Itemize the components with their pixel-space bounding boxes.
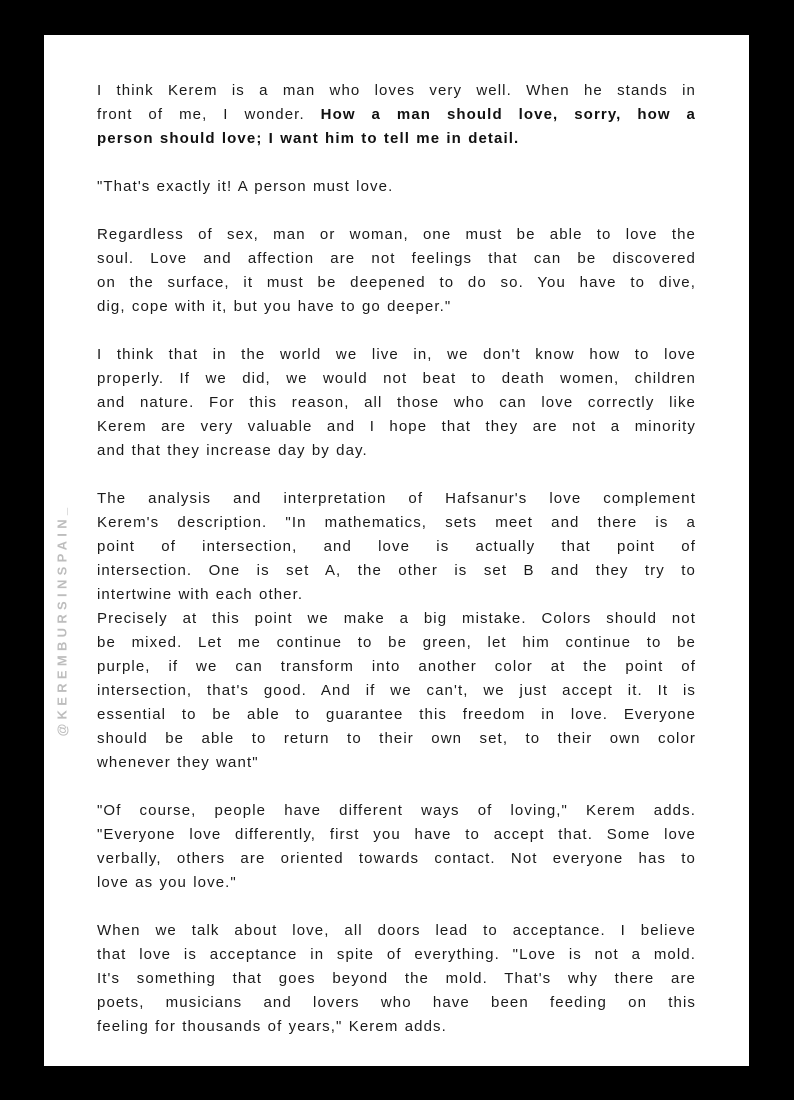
text-line <box>97 535 696 559</box>
text-segment: on the surface, it must be deepened to do so. You have to dive, <box>97 274 696 291</box>
text-line <box>97 559 696 583</box>
text-line <box>97 127 696 151</box>
text-segment: that love is acceptance in spite of everything. "Love is not a mold. <box>97 946 696 963</box>
text-line <box>97 439 696 463</box>
text-line <box>97 175 696 199</box>
text-segment: intertwine with each other. <box>97 586 304 603</box>
text-segment: "Everyone love differently, first you have to accept that. Some love <box>97 826 696 843</box>
text-segment: soul. Love and affection are not feelings that can be discovered <box>97 250 696 267</box>
text-segment: and that they increase day by day. <box>97 442 368 459</box>
text-segment: purple, if we can transform into another color at the point of <box>97 658 696 675</box>
text-line <box>97 367 696 391</box>
text-line <box>97 607 696 631</box>
text-line <box>97 727 696 751</box>
text-line <box>97 223 696 247</box>
watermark-text: @KEREMBURSINSPAIN_ <box>54 503 70 737</box>
text-line <box>97 679 696 703</box>
text-segment: intersection. One is set A, the other is set B and they try to <box>97 562 696 579</box>
text-segment: intersection, that's good. And if we can't, we just accept it. It is <box>97 682 696 699</box>
text-segment: be mixed. Let me continue to be green, let him continue to be <box>97 634 696 651</box>
text-line <box>97 415 696 439</box>
bold-text: How a man should love, sorry, how a <box>320 106 696 123</box>
text-line <box>97 103 696 127</box>
text-line <box>97 79 696 103</box>
paragraph <box>97 175 696 199</box>
text-line <box>97 703 696 727</box>
text-segment: feeling for thousands of years," Kerem adds. <box>97 1018 447 1035</box>
text-segment: The analysis and interpretation of Hafsanur's love complement <box>97 490 696 507</box>
text-line <box>97 295 696 319</box>
text-line <box>97 487 696 511</box>
paragraph <box>97 607 696 775</box>
text-segment: dig, cope with it, but you have to go deeper." <box>97 298 452 315</box>
text-segment: "Of course, people have different ways of loving," Kerem adds. <box>97 802 696 819</box>
text-line <box>97 751 696 775</box>
document-page <box>44 35 749 1066</box>
text-line <box>97 655 696 679</box>
text-line <box>97 967 696 991</box>
text-line <box>97 919 696 943</box>
text-segment: properly. If we did, we would not beat to death women, children <box>97 370 696 387</box>
text-line <box>97 247 696 271</box>
text-segment: poets, musicians and lovers who have been feeding on this <box>97 994 696 1011</box>
text-segment: Kerem are very valuable and I hope that they are not a minority <box>97 418 696 435</box>
text-line <box>97 847 696 871</box>
bold-text: person should love; I want him to tell me in detail. <box>97 130 520 147</box>
paragraph <box>97 79 696 151</box>
text-segment: love as you love." <box>97 874 237 891</box>
article-body <box>97 79 696 1063</box>
text-line <box>97 991 696 1015</box>
paragraph <box>97 799 696 895</box>
text-segment: It's something that goes beyond the mold. That's why there are <box>97 970 696 987</box>
text-line <box>97 391 696 415</box>
text-line <box>97 343 696 367</box>
text-segment: Kerem's description. "In mathematics, sets meet and there is a <box>97 514 696 531</box>
text-segment: verbally, others are oriented towards contact. Not everyone has to <box>97 850 696 867</box>
text-segment: Regardless of sex, man or woman, one must be able to love the <box>97 226 696 243</box>
text-segment: I think Kerem is a man who loves very well. When he stands in <box>97 82 696 99</box>
text-line <box>97 271 696 295</box>
text-segment: When we talk about love, all doors lead to acceptance. I believe <box>97 922 696 939</box>
text-segment: and nature. For this reason, all those who can love correctly like <box>97 394 696 411</box>
paragraph <box>97 343 696 463</box>
text-line <box>97 823 696 847</box>
text-line <box>97 1015 696 1039</box>
text-segment: Precisely at this point we make a big mistake. Colors should not <box>97 610 696 627</box>
text-line <box>97 511 696 535</box>
text-line <box>97 631 696 655</box>
text-segment: front of me, I wonder. <box>97 106 321 123</box>
text-line <box>97 871 696 895</box>
text-segment: should be able to return to their own set, to their own color <box>97 730 696 747</box>
text-segment: essential to be able to guarantee this freedom in love. Everyone <box>97 706 696 723</box>
paragraph <box>97 487 696 607</box>
paragraph <box>97 919 696 1039</box>
text-line <box>97 583 696 607</box>
text-segment: "That's exactly it! A person must love. <box>97 178 394 195</box>
watermark <box>48 490 76 750</box>
text-line <box>97 943 696 967</box>
text-line <box>97 799 696 823</box>
text-segment: I think that in the world we live in, we don't know how to love <box>97 346 696 363</box>
paragraph <box>97 223 696 319</box>
text-segment: point of intersection, and love is actually that point of <box>97 538 696 555</box>
text-segment: whenever they want" <box>97 754 259 771</box>
